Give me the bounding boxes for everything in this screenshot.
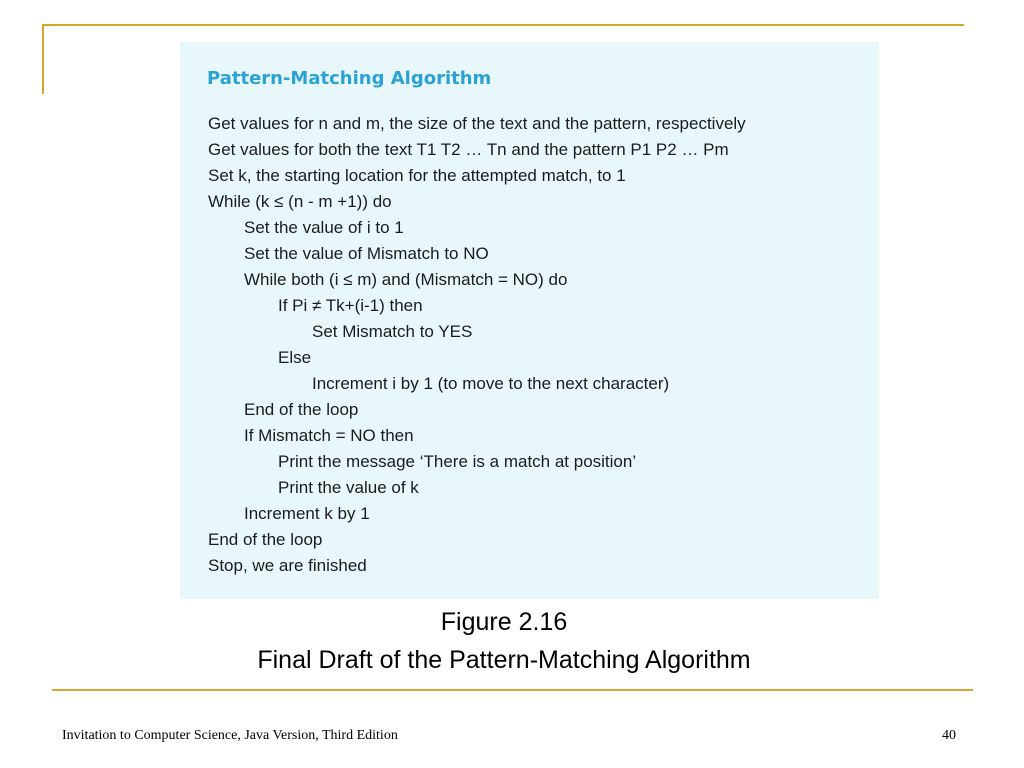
algorithm-steps (208, 111, 746, 579)
algorithm-line: Get values for n and m, the size of the text and the pattern, respectively (208, 114, 746, 133)
algorithm-line: Set k, the starting location for the attempted match, to 1 (208, 166, 626, 185)
footer-book-title: Invitation to Computer Science, Java Version, Third Edition (62, 728, 398, 743)
algorithm-title: Pattern-Matching Algorithm (207, 68, 492, 89)
page-number: 40 (942, 728, 956, 743)
algorithm-line: Increment k by 1 (244, 504, 370, 523)
algorithm-line: If Pi ≠ Tk+(i-1) then (278, 296, 423, 315)
algorithm-line: Set the value of i to 1 (244, 218, 404, 237)
figure-number: Figure 2.16 (440, 608, 568, 636)
algorithm-line: While (k ≤ (n - m +1)) do (208, 192, 392, 211)
top-border-line (42, 24, 964, 26)
algorithm-line: End of the loop (208, 530, 323, 549)
algorithm-line: Else (278, 348, 312, 367)
algorithm-line: Stop, we are finished (208, 556, 367, 575)
figure-title: Final Draft of the Pattern-Matching Algorithm (257, 646, 751, 674)
algorithm-line: While both (i ≤ m) and (Mismatch = NO) do (244, 270, 568, 289)
algorithm-line: Increment i by 1 (to move to the next character) (312, 374, 670, 393)
left-border-line (42, 24, 44, 94)
algorithm-figure (180, 42, 879, 599)
algorithm-line: Print the message ‘There is a match at position’ (278, 452, 637, 471)
algorithm-line: Set the value of Mismatch to NO (244, 244, 489, 263)
bottom-border-line (52, 689, 973, 691)
algorithm-line: Get values for both the text T1 T2 … Tn and the pattern P1 P2 … Pm (208, 140, 729, 159)
algorithm-line: End of the loop (244, 400, 359, 419)
algorithm-line: If Mismatch = NO then (244, 426, 414, 445)
algorithm-line: Print the value of k (278, 478, 419, 497)
algorithm-line: Set Mismatch to YES (312, 322, 473, 341)
